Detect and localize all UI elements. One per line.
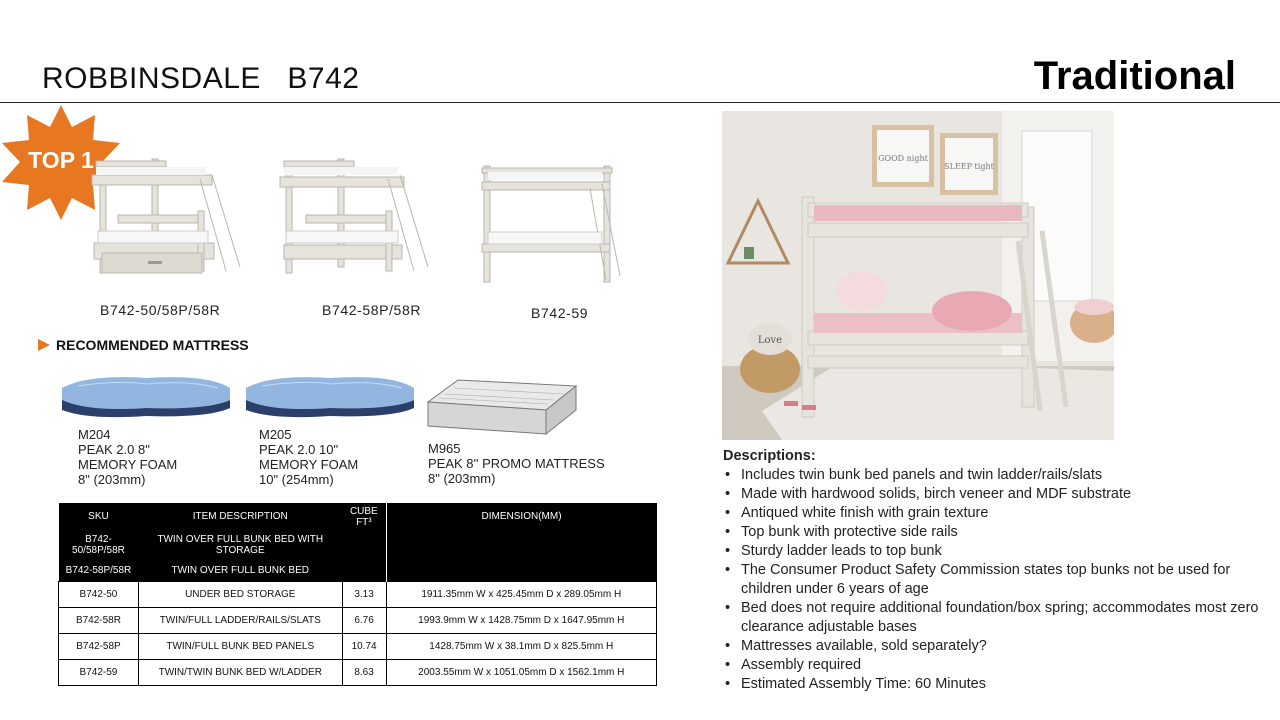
- descriptions-list: [723, 466, 1275, 694]
- list-item: • Made with hardwood solids, birch veneer and MDF substrate: [723, 485, 1275, 504]
- recommended-heading-label: RECOMMENDED MATTRESS: [56, 337, 249, 353]
- header-divider: [0, 102, 1280, 103]
- list-item: • Estimated Assembly Time: 60 Minutes: [723, 675, 1275, 694]
- mattress-image-2: [242, 374, 417, 427]
- bed-image-3: [480, 162, 630, 288]
- list-item: • Top bunk with protective side rails: [723, 523, 1275, 542]
- cell-item: UNDER BED STORAGE: [138, 581, 342, 607]
- list-item: • Sturdy ladder leads to top bunk: [723, 542, 1275, 561]
- table-row: [59, 581, 657, 607]
- header-cube: CUBE FT³: [342, 503, 386, 581]
- header-dimension: DIMENSION(MM): [386, 503, 656, 529]
- table-row: [59, 659, 657, 685]
- list-item: • Includes twin bunk bed panels and twin ladder/rails/slats: [723, 466, 1275, 485]
- cell-item: TWIN/FULL BUNK BED PANELS: [138, 633, 342, 659]
- group-sku: B742-50/58P/58R: [59, 529, 139, 561]
- cell-dimension: 1993.9mm W x 1428.75mm D x 1647.95mm H: [386, 607, 656, 633]
- bed-sku-1: B742-50/58P/58R: [100, 302, 221, 318]
- group-dimension: [386, 529, 656, 561]
- cell-sku: B742-50: [59, 581, 139, 607]
- group-item: TWIN OVER FULL BUNK BED WITH STORAGE: [138, 529, 342, 561]
- mattress-line: PEAK 2.0 8": [78, 442, 150, 457]
- list-item: • Mattresses available, sold separately?: [723, 637, 1275, 656]
- mattress-line: 8" (203mm): [78, 472, 146, 487]
- bed-image-2: [278, 155, 438, 285]
- cell-cube: 8.63: [342, 659, 386, 685]
- style-label: Traditional: [1033, 54, 1236, 98]
- page-title: ROBBINSDALE B742: [42, 62, 360, 95]
- cell-sku: B742-58R: [59, 607, 139, 633]
- bed-sku-2: B742-58P/58R: [322, 302, 422, 318]
- mattress-code: M965: [428, 441, 461, 456]
- cell-item: TWIN/FULL LADDER/RAILS/SLATS: [138, 607, 342, 633]
- list-item: • Bed does not require additional foundation/box spring; accommodates most zero clearance adjustable bases: [723, 599, 1275, 637]
- cell-cube: 3.13: [342, 581, 386, 607]
- badge-label: TOP 1: [28, 147, 94, 173]
- header-sku: SKU: [59, 503, 139, 529]
- group-dimension: [386, 561, 656, 581]
- mattress-line: PEAK 2.0 10": [259, 442, 339, 457]
- bed-image-1: [88, 155, 248, 285]
- bed-sku-3: B742-59: [531, 305, 589, 321]
- descriptions: [723, 447, 1275, 694]
- table-row: [59, 633, 657, 659]
- cell-dimension: 1428.75mm W x 38.1mm D x 825.5mm H: [386, 633, 656, 659]
- descriptions-title: Descriptions:: [723, 448, 816, 464]
- table-row: [59, 607, 657, 633]
- mattress-line: MEMORY FOAM: [259, 457, 359, 472]
- mattress-line: 8" (203mm): [428, 471, 496, 486]
- mattress-code: M204: [78, 427, 111, 442]
- cell-dimension: 2003.55mm W x 1051.05mm D x 1562.1mm H: [386, 659, 656, 685]
- art-text-2: SLEEP tight: [944, 162, 994, 171]
- group-sku: B742-58P/58R: [59, 561, 139, 581]
- pillow-text: Love: [757, 335, 783, 346]
- cell-item: TWIN/TWIN BUNK BED W/LADDER: [138, 659, 342, 685]
- header-item: ITEM DESCRIPTION: [138, 503, 342, 529]
- mattress-info-1: [78, 427, 177, 487]
- recommended-heading: [38, 337, 249, 353]
- mattress-line: PEAK 8'' PROMO MATTRESS: [428, 456, 605, 471]
- list-item: • Antiqued white finish with grain texture: [723, 504, 1275, 523]
- spec-table: [58, 503, 657, 686]
- cell-cube: 10.74: [342, 633, 386, 659]
- mattress-info-3: [428, 441, 605, 486]
- art-text-1: GOOD night: [878, 154, 928, 163]
- mattress-code: M205: [259, 427, 292, 442]
- arrow-right-icon: [38, 339, 50, 351]
- mattress-image-1: [58, 374, 233, 427]
- mattress-line: MEMORY FOAM: [78, 457, 178, 472]
- cell-sku: B742-58P: [59, 633, 139, 659]
- cell-sku: B742-59: [59, 659, 139, 685]
- group-item: TWIN OVER FULL BUNK BED: [138, 561, 342, 581]
- table-header-row: [59, 503, 657, 529]
- room-photo: [722, 111, 1114, 440]
- mattress-line: 10" (254mm): [259, 472, 334, 487]
- mattress-info-2: [259, 427, 358, 487]
- mattress-image-3: [424, 376, 579, 443]
- list-item: • Assembly required: [723, 656, 1275, 675]
- cell-cube: 6.76: [342, 607, 386, 633]
- cell-dimension: 1911.35mm W x 425.45mm D x 289.05mm H: [386, 581, 656, 607]
- list-item: • The Consumer Product Safety Commission states top bunks not be used for children under 6 years of age: [723, 561, 1275, 599]
